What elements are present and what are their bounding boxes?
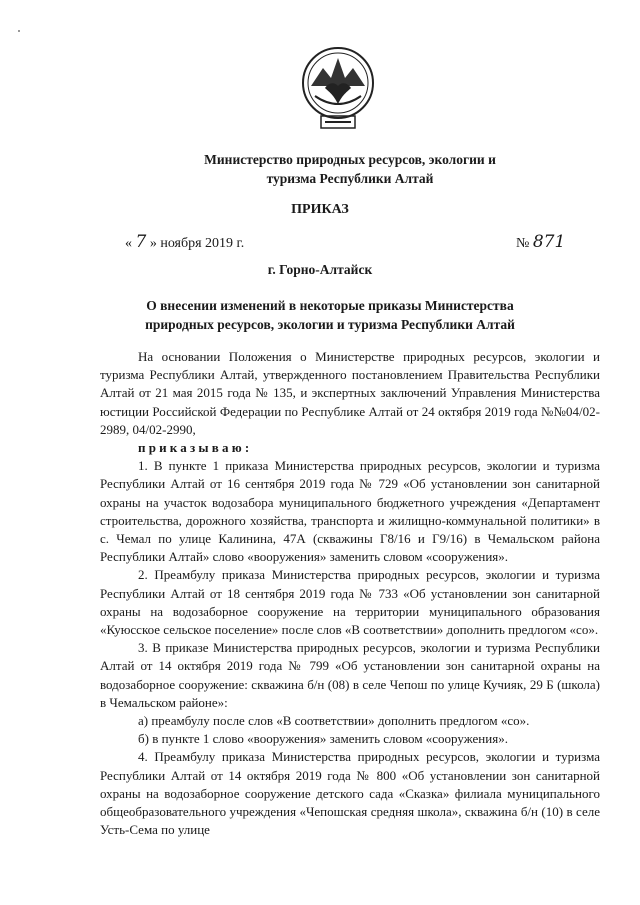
- item-paragraph: 3. В приказе Министерства природных ресурсов, экологии и туризма Республики Алтай от 14 октября 2019 года № 799 «Об установлении зон санитарной охраны на водозаборное сооружение: скважина б/н (08) в селе Чепош по улице Кучияк, 29 Б (школа) в Чемальском районе»:: [100, 640, 600, 710]
- city: г. Горно-Алтайск: [267, 262, 373, 277]
- item-paragraph: 2. Преамбулу приказа Министерства природных ресурсов, экологии и туризма Республики Алтай от 18 сентября 2019 года № 733 «Об установлении зон санитарной охраны на водозаборное сооружение на территории муниципального образования «Куюсское сельское поселение» после слов «В соответствии» дополнить предлогом «со».: [100, 567, 600, 638]
- date-open-quote: «: [125, 236, 132, 251]
- subitem-paragraph: а) преамбулу после слов «В соответствии» дополнить предлогом «со».: [138, 713, 530, 729]
- subject-line-2: природных ресурсов, экологии и туризма Республики Алтай: [145, 317, 515, 332]
- altai-coat-of-arms-icon: [301, 46, 375, 132]
- document-title: ПРИКАЗ: [291, 202, 349, 217]
- subitem-paragraph: б) в пункте 1 слово «вооружения» заменить словом «сооружения».: [138, 731, 508, 747]
- ministry-line-2: туризма Республики Алтай: [266, 171, 434, 186]
- number-prefix: №: [516, 236, 530, 251]
- subject-line-1: О внесении изменений в некоторые приказы Министерства: [146, 298, 514, 313]
- order-body: [100, 348, 600, 839]
- date-rest: » ноября 2019 г.: [149, 236, 245, 251]
- preamble-paragraph: На основании Положения о Министерстве природных ресурсов, экологии и туризма Республики Алтай, утвержденного постановлением Правительства Республики Алтай от 21 мая 2015 года № 135, и экспертных заключений Управления Министерства юстиции Российской Федерации по Республике Алтай от 24 октября 2019 года №№04/02-2989, 04/02-2990,: [100, 349, 600, 437]
- item-paragraph: 4. Преамбулу приказа Министерства природных ресурсов, экологии и туризма Республики Алтай от 14 октября 2019 года № 800 «Об установлении зон санитарной охраны на водозаборное сооружение детского сада «Сказка» филиала муниципального общеобразовательного учреждения «Чепошская средняя школа», скважина б/н (10) в селе Усть-Сема по улице: [100, 749, 600, 838]
- order-date: [125, 232, 244, 252]
- number-handwritten: 871: [532, 232, 566, 252]
- order-number: [516, 232, 565, 252]
- item-paragraph: 1. В пункте 1 приказа Министерства природных ресурсов, экологии и туризма Республики Алтай от 16 сентября 2019 года № 729 «Об установлении зон санитарной охраны на участок водозабора муниципального бюджетного учреждения «Департамент строительства, дорожного хозяйства, транспорта и жилищно-коммунальной политики» в с. Чемал по улице Калинина, 47А (скважины Г8/16 и Г9/16) в Чемальском района Республики Алтай» слово «вооружения» заменить словом «сооружения».: [100, 458, 600, 565]
- order-subject: [120, 296, 540, 334]
- ministry-line-1: Министерство природных ресурсов, экологии и: [204, 152, 496, 167]
- scan-artifact: [18, 30, 20, 32]
- date-day-handwritten: 7: [135, 232, 147, 252]
- ministry-name: [150, 150, 550, 188]
- decree-word: приказываю:: [138, 440, 253, 456]
